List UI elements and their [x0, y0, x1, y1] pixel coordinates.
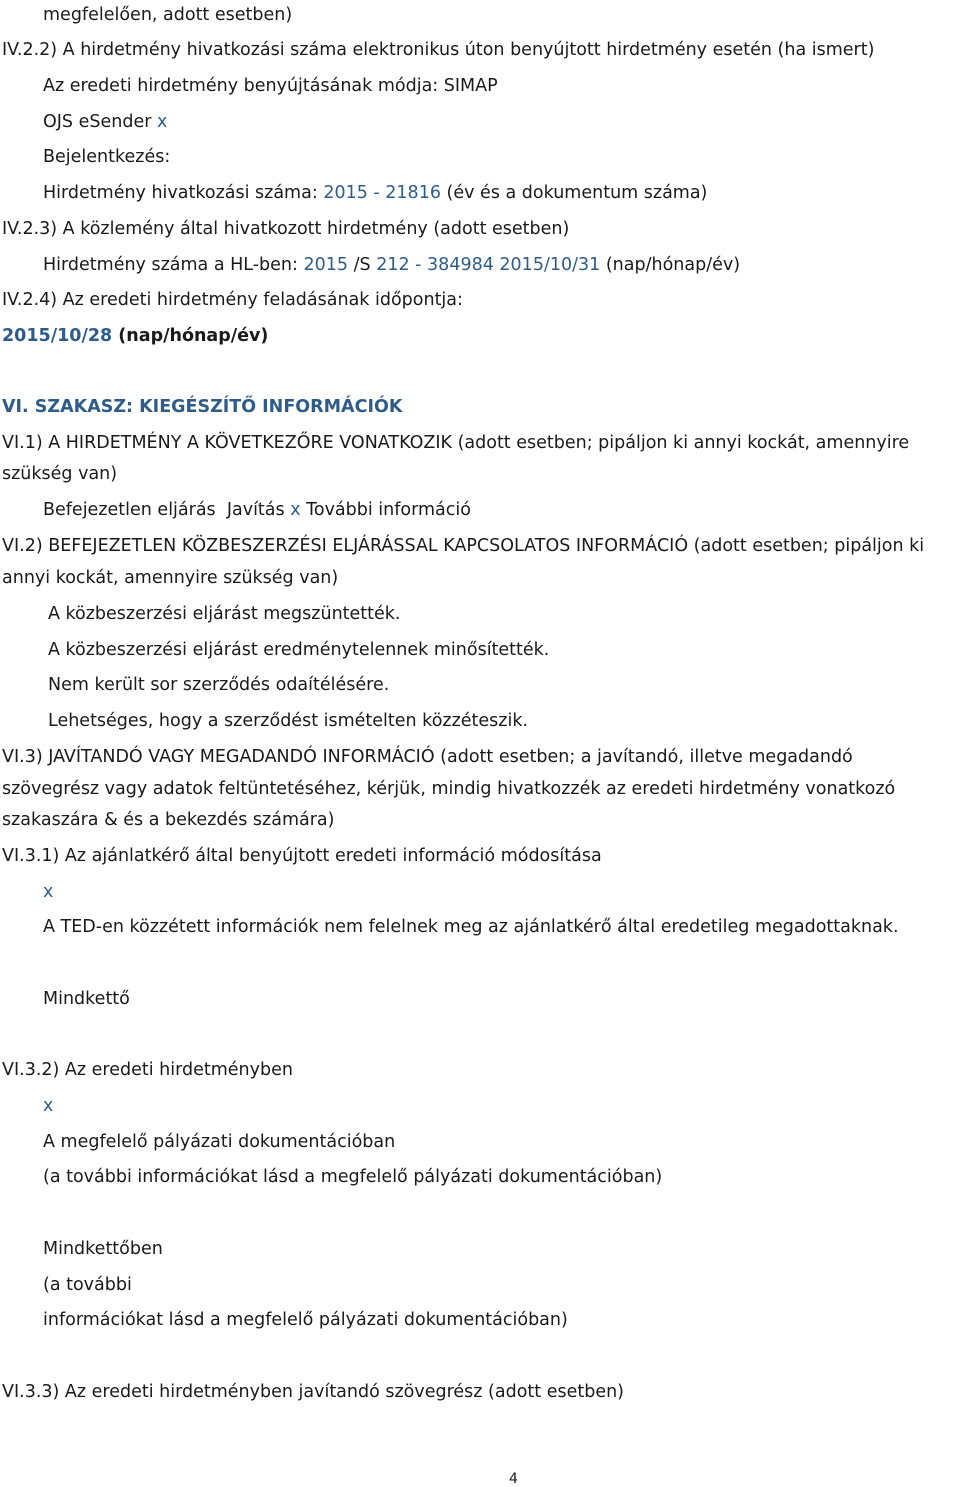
section-iv-2-3-heading: IV.2.3) A közlemény által hivatkozott hirdetmény (adott esetben) — [2, 219, 570, 239]
field-label: Hirdetmény hivatkozási száma: — [43, 183, 318, 203]
field-unit: (nap/hónap/év) — [118, 326, 269, 346]
section-vi-3-3-heading: VI.3.3) Az eredeti hirdetményben javítandó szövegrész (adott esetben) — [2, 1382, 625, 1402]
section-vi-2-heading: VI.2) BEFEJEZETLEN KÖZBESZERZÉSI ELJÁRÁSSAL KAPCSOLATOS INFORMÁCIÓ (adott esetben; pipáljon ki — [2, 536, 925, 556]
text-line — [2, 328, 268, 346]
text-line: (a további információkat lásd a megfelelő pályázati dokumentációban) — [43, 1167, 663, 1187]
option-label: Javítás — [226, 500, 285, 520]
field-value: 2015/10/28 — [2, 326, 113, 346]
section-vi-3-heading: VI.3) JAVÍTANDÓ VAGY MEGADANDÓ INFORMÁCIÓ (adott esetben; a javítandó, illetve megadandó — [2, 747, 853, 767]
section-vi-3-2-heading: VI.3.2) Az eredeti hirdetményben — [2, 1060, 293, 1080]
section-vi-1-heading: VI.1) A HIRDETMÉNY A KÖVETKEZŐRE VONATKOZIK (adott esetben; pipáljon ki annyi kockát, amennyire — [2, 433, 910, 453]
field-label: Hirdetmény száma a HL-ben: — [43, 255, 298, 275]
section-iv-2-4-heading: IV.2.4) Az eredeti hirdetmény feladásának időpontja: — [2, 290, 463, 310]
field-unit: (nap/hónap/év) — [605, 255, 741, 275]
option-line: A közbeszerzési eljárást eredménytelennek minősítették. — [48, 640, 550, 660]
option-label: Befejezetlen eljárás — [43, 500, 216, 520]
text-line: információkat lásd a megfelelő pályázati dokumentációban) — [43, 1310, 568, 1330]
text-line — [43, 185, 707, 203]
option-line: A közbeszerzési eljárást megszüntették. — [48, 604, 401, 624]
checkbox-mark: x — [43, 1096, 54, 1116]
text-line: megfelelően, adott esetben) — [43, 5, 293, 25]
text-line — [43, 502, 471, 520]
text-line: szakaszára & és a bekezdés számára) — [2, 810, 335, 830]
option-line: Lehetséges, hogy a szerződést ismételten közzéteszik. — [48, 711, 529, 731]
option-label: További információ — [306, 500, 471, 520]
text-line — [43, 114, 167, 132]
section-iv-2-2-heading: IV.2.2) A hirdetmény hivatkozási száma elektronikus úton benyújtott hirdetmény esetén (ha ismert) — [2, 40, 875, 60]
text-line — [43, 257, 740, 275]
section-vi-title: VI. SZAKASZ: KIEGÉSZÍTŐ INFORMÁCIÓK — [2, 397, 403, 417]
text-line: (a további — [43, 1275, 132, 1295]
text-line: szükség van) — [2, 464, 118, 484]
option-line: A TED-en közzétett információk nem felelnek meg az ajánlatkérő által eredetileg megadottaknak. — [43, 917, 899, 937]
page-number: 4 — [509, 1471, 518, 1487]
text-line: szövegrész vagy adatok feltüntetéséhez, kérjük, mindig hivatkozzék az eredeti hirdetmény vonatkozó — [2, 779, 896, 799]
text-line: annyi kockát, amennyire szükség van) — [2, 568, 339, 588]
option-label: OJS eSender — [43, 112, 152, 132]
field-value: 212 - 384984 2015/10/31 — [376, 255, 601, 275]
field-value: 2015 - 21816 — [323, 183, 441, 203]
text-line: Az eredeti hirdetmény benyújtásának módja: SIMAP — [43, 76, 498, 96]
section-vi-3-1-heading: VI.3.1) Az ajánlatkérő által benyújtott eredeti információ módosítása — [2, 846, 602, 866]
option-line: A megfelelő pályázati dokumentációban — [43, 1132, 396, 1152]
option-line: Mindkettő — [43, 989, 130, 1009]
option-line: Nem került sor szerződés odaítélésére. — [48, 675, 390, 695]
field-unit: (év és a dokumentum száma) — [446, 183, 708, 203]
text-line: Bejelentkezés: — [43, 147, 171, 167]
option-line: Mindkettőben — [43, 1239, 163, 1259]
checkbox-mark: x — [43, 882, 54, 902]
checkbox-mark: x — [290, 500, 301, 520]
field-separator: /S — [353, 255, 371, 275]
checkbox-mark: x — [157, 112, 168, 132]
field-value: 2015 — [303, 255, 349, 275]
